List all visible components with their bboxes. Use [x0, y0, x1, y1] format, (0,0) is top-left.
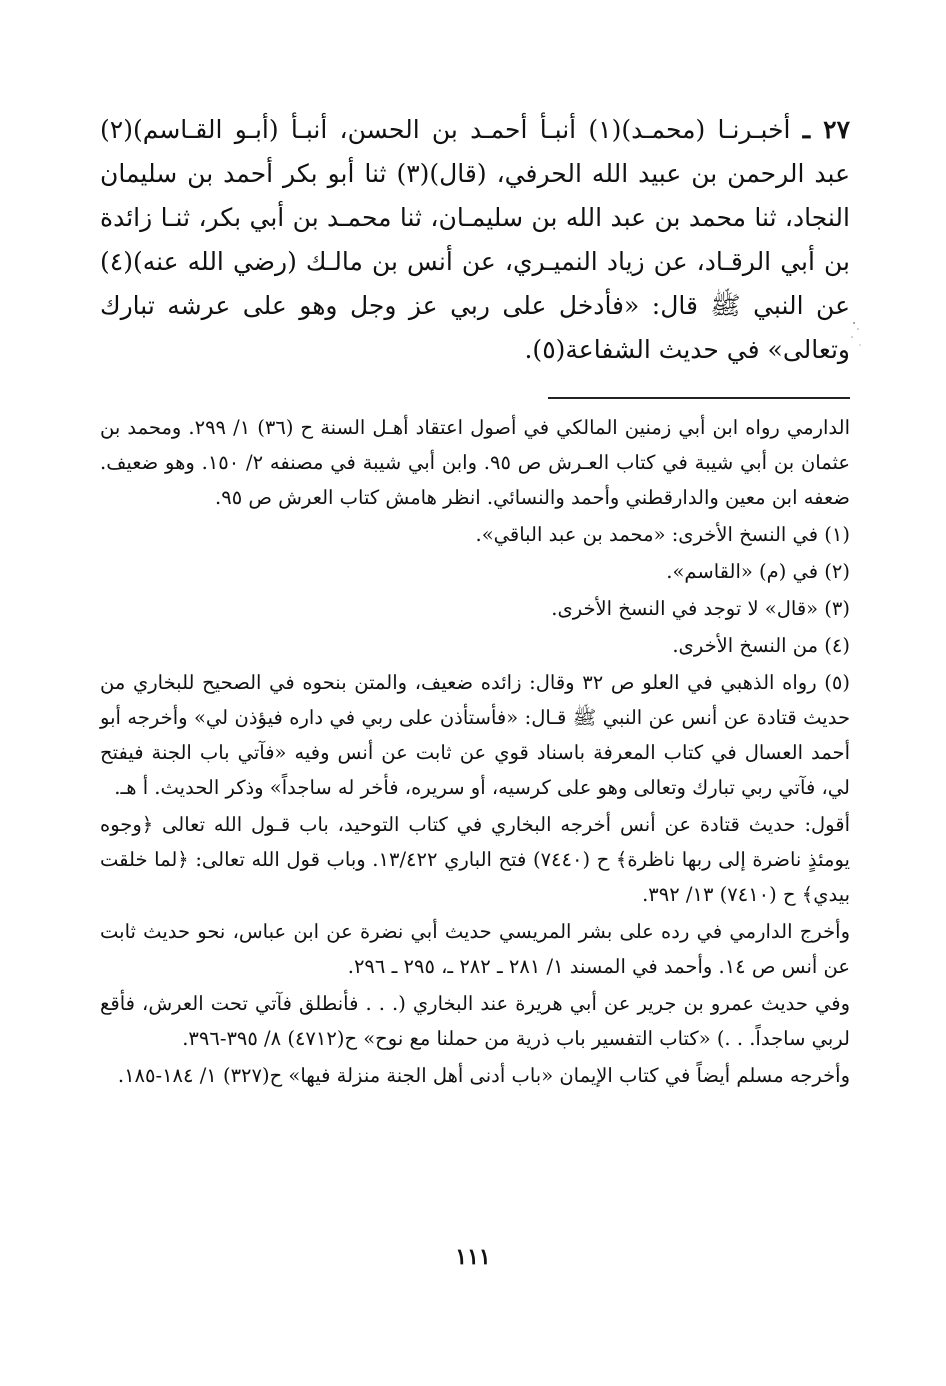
hadith-text: أخبـرنـا (محمـد)(١) أنبـأ أحمـد بن الحسن، أنبـأ (أبـو القـاسم)(٢) عبد الرحمن بن عبيد الله الحرفي، (قال)(٣) ثنا أبو بكر أحمد بن سليمان النجاد، ثنا محمد بن عبد الله بن سليمـان، ثنا محمـد بن أبي بكر، ثنـا زائدة بن أبي الرقـاد، عن زياد النميـري، عن أنس بن مالـك (رضي الله عنه)(٤) عن النبي ﷺ قال: «فأدخل على ربي عز وجل وهو على عرشه تبارك وتعالى» في حديث الشفاعة(٥). — [100, 115, 851, 364]
footnote-continuation: الدارمي رواه ابن أبي زمنين المالكي في أصول اعتقاد أهـل السنة ح (٣٦) ١/ ٢٩٩. ومحمد بن عثمان بن أبي شيبة في كتاب العـرش ص ٩٥. وابن أبي شيبة في مصنفه ٢/ ١٥٠. وهو ضعيف. ضعفه ابن معين والدارقطني وأحمد والنسائي. انظر هامش كتاب العرش ص ٩٥. — [100, 416, 850, 509]
hadith-paragraph — [100, 108, 850, 372]
footnote-separator — [548, 397, 850, 399]
footnote-5-bukhari: وفي حديث عمرو بن جرير عن أبي هريرة عند البخاري (. . . فأنطلق فآتي تحت العرش، فأقع لربي ساجداً. . .) «كتاب التفسير باب ذرية من حملنا مع نوح» ح(٤٧١٢) ٨/ ٣٩٥-٣٩٦. — [100, 992, 850, 1050]
footnote-5-muslim: وأخرجه مسلم أيضاً في كتاب الإيمان «باب أدنى أهل الجنة منزلة فيها» ح(٣٢٧) ١/ ١٨٤-١٨٥. — [117, 1064, 850, 1087]
footnote-1: (١) في النسخ الأخرى: «محمد بن عبد الباقي». — [475, 523, 850, 546]
footnote-5-comment: أقول: حديث قتادة عن أنس أخرجه البخاري في كتاب التوحيد، باب قـول الله تعالى ﴿وجوه يومئذٍ ناضرة إلى ربها ناظرة﴾ ح (٧٤٤٠) فتح الباري ١٣/٤٢٢. وباب قول الله تعالى: ﴿لما خلقت بيدي﴾ ح (٧٤١٠) ١٣/ ٣٩٢. — [100, 813, 850, 906]
footnote-2: (٢) في (م) «القاسم». — [666, 560, 850, 583]
main-text-block — [100, 108, 850, 372]
footnotes-block — [100, 410, 850, 1095]
footnote-5: (٥) رواه الذهبي في العلو ص ٣٢ وقال: زائده ضعيف، والمتن بنحوه في الصحيح للبخاري من حديث قتادة عن أنس عن النبي ﷺ قـال: «فأستأذن على ربي في داره فيؤذن لي» وأخرجه أبو أحمد العسال في كتاب المعرفة باسناد قوي عن ثابت عن أنس وفيه «فآتي باب الجنة فيفتح لي، فآتي ربي تبارك وتعالى وهو على كرسيه، أو سريره، فأخر له ساجداً» وذكر الحديث. أ هـ. — [100, 671, 850, 799]
footnote-3: (٣) «قال» لا توجد في النسخ الأخرى. — [551, 597, 850, 620]
scan-speck-marks — [842, 315, 872, 375]
page-number: ١١١ — [455, 1244, 491, 1270]
footnote-5-darimi: وأخرج الدارمي في رده على بشر المريسي حديث أبي نضرة عن ابن عباس، نحو حديث ثابت عن أنس ص ١٤. وأحمد في المسند ١/ ٢٨١ ـ ٢٨٢ ـ، ٢٩٥ ـ ٢٩٦. — [100, 920, 850, 978]
hadith-number: ٢٧ ـ — [802, 115, 850, 144]
footnote-4: (٤) من النسخ الأخرى. — [672, 634, 850, 657]
